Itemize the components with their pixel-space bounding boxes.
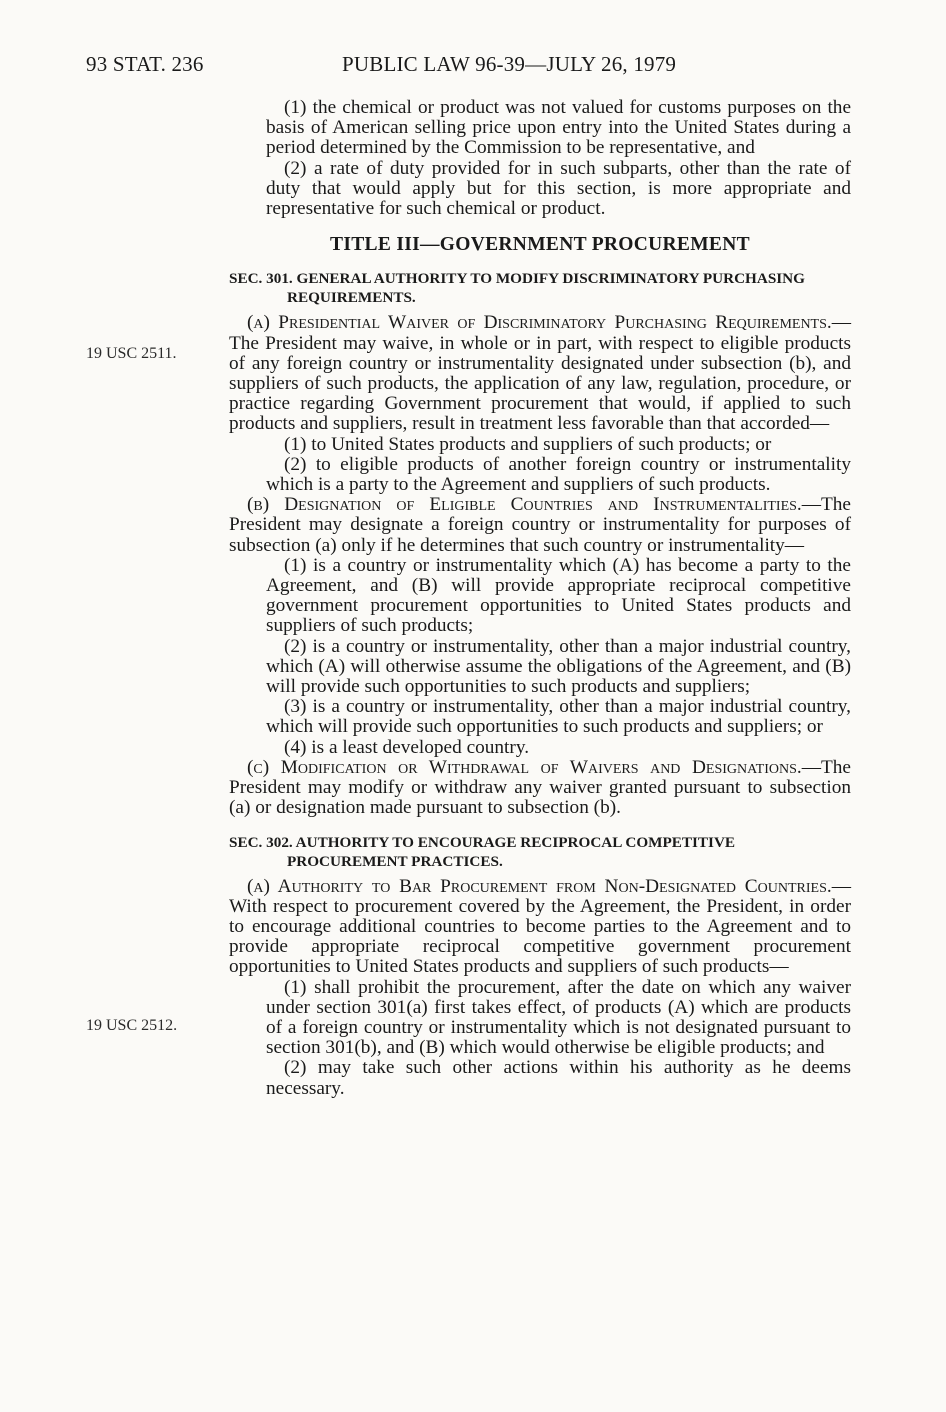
continuation-paragraph-1: (1) the chemical or product was not valued for customs purposes on the basis of American selling price upon entry into the United States during a period determined by the Commission to be representative, and — [266, 97, 851, 159]
section-301-a-paragraph-2: (2) to eligible products of another foreign country or instrumentality which is a party to the Agreement and suppliers of such products. — [266, 453, 851, 496]
section-301-subsection-b — [229, 495, 851, 556]
subsection-c-heading: (c) Modification or Withdrawal of Waivers and Designations. — [247, 756, 802, 778]
section-302-subsection-a — [229, 877, 851, 978]
section-302-heading: SEC. 302. AUTHORITY TO ENCOURAGE RECIPROCAL COMPETITIVE PROCUREMENT PRACTICES. — [229, 833, 736, 870]
section-302-a-paragraph-2: (2) may take such other actions within his authority as he deems necessary. — [266, 1057, 851, 1099]
section-301-subsection-c — [229, 758, 851, 819]
document-body — [229, 98, 851, 1099]
section-301-b-paragraph-1: (1) is a country or instrumentality which (A) has become a party to the Agreement, and (B) will provide appropriate reciprocal competitive government procurement opportunities to United States products and suppliers of such products; — [266, 554, 851, 637]
margin-note-usc-2512: 19 USC 2512. — [86, 1017, 178, 1034]
subsection-b-text: —The President may designate a foreign country or instrumentality for purposes of subsection (a) only if he determines that such country or instrumentality— — [229, 494, 851, 556]
section-301-b-paragraph-2: (2) is a country or instrumentality, other than a major industrial country, which (A) will otherwise assume the obligations of the Agreement, and (B) will provide such opportunities to such products and suppliers; — [266, 635, 851, 698]
section-301-a-paragraph-1: (1) to United States products and suppliers of such products; or — [284, 433, 772, 455]
margin-note-usc-2511: 19 USC 2511. — [86, 345, 177, 362]
stat-page-number: 93 STAT. 236 — [86, 52, 204, 76]
section-302-a-text: —With respect to procurement covered by the Agreement, the President, in order to encourage additional countries to become parties to the Agreement and to provide appropriate reciprocal competitive government procurement opportunities to United States products and suppliers of such products— — [229, 875, 851, 978]
section-301-subsection-a — [229, 313, 851, 434]
subsection-a-text: —The President may waive, in whole or in part, with respect to eligible products of any foreign country or instrumentality designated under subsection (b), and suppliers of such products, the application of any law, regulation, procedure, or practice regarding Government procurement that would, if applied to such products and suppliers, result in treatment less favorable than that accorded— — [229, 312, 851, 435]
section-302-a-heading: (a) Authority to Bar Procurement from Non-Designated Countries. — [247, 875, 832, 897]
subsection-a-heading: (a) Presidential Waiver of Discriminatory Purchasing Requirements. — [247, 312, 832, 334]
continuation-paragraph-2: (2) a rate of duty provided for in such subparts, other than the rate of duty that would apply but for this section, is more appropriate and representative for such chemical or product. — [266, 157, 851, 220]
section-301-b-paragraph-4: (4) is a least developed country. — [284, 736, 530, 758]
page-header — [86, 52, 850, 82]
title-heading: TITLE III—GOVERNMENT PROCUREMENT — [330, 234, 750, 256]
section-302-a-paragraph-1: (1) shall prohibit the procurement, after the date on which any waiver under section 301(a) first takes effect, of products (A) which are products of a foreign country or instrumentality which is not designated pursuant to section 301(b), and (B) which would otherwise be eligible products; and — [266, 976, 851, 1059]
running-title: PUBLIC LAW 96-39—JULY 26, 1979 — [342, 52, 677, 76]
section-301-heading: SEC. 301. GENERAL AUTHORITY TO MODIFY DISCRIMINATORY PURCHASING REQUIREMENTS. — [229, 270, 805, 307]
subsection-c-text: —The President may modify or withdraw any waiver granted pursuant to subsection (a) or designation made pursuant to subsection (b). — [229, 756, 851, 819]
section-301-b-paragraph-3: (3) is a country or instrumentality, other than a major industrial country, which will provide such opportunities to such products and suppliers; or — [266, 696, 851, 738]
subsection-b-heading: (b) Designation of Eligible Countries and Instrumentalities. — [247, 494, 802, 516]
